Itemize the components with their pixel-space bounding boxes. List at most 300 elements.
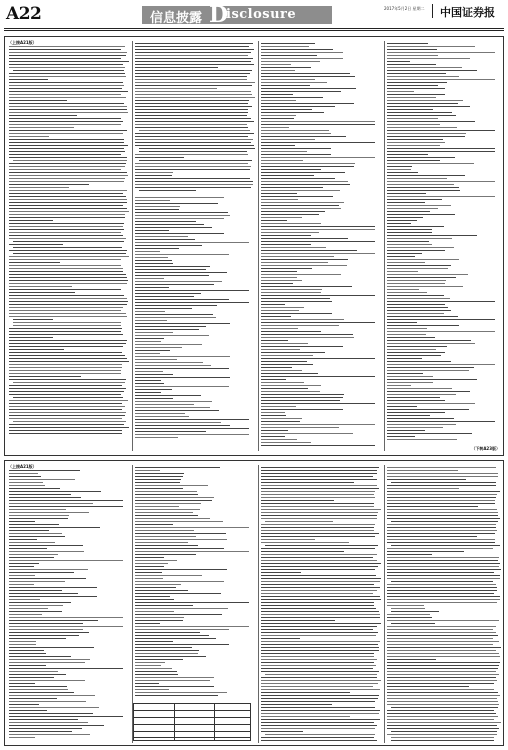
- text-line: [135, 106, 252, 107]
- text-line: [261, 698, 378, 699]
- text-line: [261, 229, 375, 230]
- text-line: [9, 551, 84, 552]
- text-line: [261, 64, 291, 65]
- text-line: [9, 316, 127, 317]
- text-line: [387, 473, 498, 474]
- text-line: [9, 112, 128, 113]
- text-line: [135, 67, 218, 68]
- text-line: [261, 52, 343, 53]
- text-line: [135, 109, 248, 110]
- text-line: [135, 386, 229, 387]
- text-line: [261, 530, 374, 531]
- text-line: [9, 295, 124, 296]
- text-line: [9, 614, 42, 615]
- text-line: [261, 106, 335, 107]
- text-line: [139, 160, 252, 161]
- text-line: [387, 310, 451, 311]
- text-line: [135, 650, 199, 651]
- text-line: [387, 286, 463, 287]
- text-line: [261, 400, 340, 401]
- text-line: [387, 503, 495, 504]
- text-line: [135, 593, 221, 594]
- text-line: [387, 172, 418, 173]
- text-line: [9, 629, 83, 630]
- text-line: [261, 662, 374, 663]
- text-line: [9, 731, 72, 732]
- text-line: [9, 286, 72, 287]
- text-line: [261, 124, 375, 125]
- text-line: [387, 632, 496, 633]
- text-line: [261, 623, 381, 624]
- text-line: [261, 355, 313, 356]
- text-line: [135, 94, 252, 95]
- text-line: [135, 623, 160, 624]
- text-line: [261, 647, 379, 648]
- text-line: [387, 97, 436, 98]
- text-column: [135, 467, 255, 699]
- text-line: [9, 617, 123, 618]
- text-line: [261, 376, 375, 377]
- text-line: [391, 545, 500, 546]
- text-line: [391, 623, 435, 624]
- text-line: [135, 422, 221, 423]
- text-line: [9, 665, 46, 666]
- text-line: [387, 223, 411, 224]
- text-line: [135, 644, 229, 645]
- text-line: [261, 91, 341, 92]
- text-line: [387, 575, 500, 576]
- text-line: [13, 253, 126, 254]
- text-line: [9, 67, 125, 68]
- text-line: [261, 157, 375, 158]
- text-line: [261, 352, 325, 353]
- text-line: [9, 671, 58, 672]
- text-line: [387, 184, 454, 185]
- text-line: [261, 385, 321, 386]
- text-line: [261, 271, 297, 272]
- text-line: [261, 566, 378, 567]
- text-line: [387, 352, 445, 353]
- text-line: [9, 328, 122, 329]
- text-line: [135, 242, 249, 243]
- text-line: [135, 154, 248, 155]
- text-line: [391, 740, 494, 741]
- text-line: [391, 611, 439, 612]
- text-line: [9, 638, 66, 639]
- text-line: [9, 76, 126, 77]
- text-line: [387, 256, 415, 257]
- text-line: [387, 430, 425, 431]
- text-line: [9, 103, 124, 104]
- text-line: [135, 127, 248, 128]
- text-line: [387, 713, 496, 714]
- text-line: [261, 403, 375, 404]
- text-line: [261, 740, 377, 741]
- text-line: [261, 641, 380, 642]
- text-line: [261, 412, 285, 413]
- text-line: [261, 467, 379, 468]
- text-line: [261, 193, 297, 194]
- text-line: [135, 73, 250, 74]
- text-line: [261, 533, 379, 534]
- text-line: [261, 548, 375, 549]
- text-line: [135, 551, 249, 552]
- text-line: [9, 725, 104, 726]
- text-line: [387, 283, 445, 284]
- text-line: [261, 542, 349, 543]
- text-line: [9, 331, 121, 332]
- text-line: [387, 154, 428, 155]
- text-line: [9, 355, 125, 356]
- text-line: [135, 58, 253, 59]
- text-line: [387, 292, 427, 293]
- text-line: [135, 52, 251, 53]
- text-line: [261, 653, 374, 654]
- text-line: [261, 241, 375, 242]
- text-line: [387, 166, 412, 167]
- text-line: [9, 512, 89, 513]
- text-line: [135, 617, 184, 618]
- text-line: [9, 205, 123, 206]
- text-line: [387, 175, 465, 176]
- text-line: [135, 64, 254, 65]
- text-line: [9, 734, 90, 735]
- text-line: [9, 430, 122, 431]
- text-line: [261, 220, 287, 221]
- text-column: [135, 43, 255, 193]
- text-line: [9, 175, 128, 176]
- text-line: [261, 737, 374, 738]
- text-line: [387, 76, 459, 77]
- text-line: [261, 256, 334, 257]
- text-column: [9, 470, 129, 742]
- text-line: [9, 358, 127, 359]
- text-line: [391, 737, 494, 738]
- text-line: [135, 569, 227, 570]
- text-line: [135, 425, 230, 426]
- text-line: [387, 145, 440, 146]
- text-line: [261, 250, 357, 251]
- text-line: [387, 115, 456, 116]
- text-line: [9, 304, 127, 305]
- text-line: [261, 488, 379, 489]
- text-line: [387, 644, 493, 645]
- text-line: [261, 94, 293, 95]
- text-line: [9, 575, 35, 576]
- text-line: [9, 611, 62, 612]
- text-line: [261, 202, 344, 203]
- text-line: [265, 734, 375, 735]
- text-line: [9, 139, 124, 140]
- text-line: [135, 566, 164, 567]
- text-line: [135, 61, 251, 62]
- text-line: [261, 61, 320, 62]
- text-line: [387, 187, 459, 188]
- text-column: [9, 46, 129, 436]
- text-line: [261, 178, 335, 179]
- text-line: [387, 424, 456, 425]
- text-line: [13, 160, 127, 161]
- text-line: [387, 142, 445, 143]
- text-line: [261, 587, 380, 588]
- text-line: [135, 596, 170, 597]
- text-line: [261, 148, 331, 149]
- text-line: [9, 148, 124, 149]
- text-line: [261, 97, 323, 98]
- text-line: [9, 349, 64, 350]
- text-line: [261, 593, 373, 594]
- text-line: [9, 58, 121, 59]
- text-line: [387, 692, 498, 693]
- text-line: [261, 343, 308, 344]
- text-line: [387, 73, 446, 74]
- text-line: [261, 599, 381, 600]
- text-line: [13, 322, 121, 323]
- text-line: [9, 106, 127, 107]
- text-line: [135, 377, 230, 378]
- text-line: [9, 578, 86, 579]
- text-line: [135, 230, 169, 231]
- text-line: [9, 403, 122, 404]
- text-line: [135, 112, 248, 113]
- text-line: [387, 379, 477, 380]
- text-line: [135, 404, 194, 405]
- text-line: [387, 229, 432, 230]
- text-line: [135, 518, 210, 519]
- text-line: [9, 674, 66, 675]
- text-line: [261, 482, 354, 483]
- text-line: [387, 674, 499, 675]
- text-line: [135, 218, 224, 219]
- text-line: [387, 328, 427, 329]
- text-line: [387, 677, 496, 678]
- text-line: [135, 524, 173, 525]
- text-line: [135, 581, 224, 582]
- text-line: [261, 424, 375, 425]
- text-line: [261, 217, 302, 218]
- text-line: [135, 677, 214, 678]
- text-line: [135, 629, 229, 630]
- text-line: [135, 419, 249, 420]
- text-line: [387, 620, 499, 621]
- text-line: [261, 49, 333, 50]
- text-line: [387, 109, 433, 110]
- text-line: [135, 272, 227, 273]
- text-line: [9, 662, 85, 663]
- text-line: [261, 118, 294, 119]
- text-line: [261, 719, 380, 720]
- text-line: [261, 322, 375, 323]
- text-line: [135, 476, 183, 477]
- text-line: [135, 416, 189, 417]
- text-line: [9, 283, 127, 284]
- text-line: [135, 653, 198, 654]
- text-line: [135, 347, 182, 348]
- text-line: [9, 539, 37, 540]
- text-line: [9, 581, 65, 582]
- text-line: [261, 710, 380, 711]
- column-divider: [258, 41, 259, 451]
- text-line: [387, 578, 500, 579]
- text-line: [9, 262, 60, 263]
- text-line: [387, 274, 468, 275]
- text-line: [261, 554, 377, 555]
- text-line: [387, 349, 436, 350]
- text-column: [261, 43, 381, 448]
- text-line: [261, 686, 373, 687]
- text-line: [387, 418, 454, 419]
- text-line: [135, 356, 230, 357]
- text-line: [135, 431, 206, 432]
- text-line: [387, 719, 494, 720]
- text-line: [135, 46, 249, 47]
- text-line: [387, 491, 500, 492]
- text-line: [9, 533, 62, 534]
- text-line: [9, 364, 122, 365]
- text-line: [9, 385, 122, 386]
- text-line: [9, 713, 93, 714]
- text-line: [387, 439, 457, 440]
- text-line: [135, 281, 222, 282]
- text-line: [387, 427, 443, 428]
- text-line: [387, 61, 410, 62]
- text-line: [9, 641, 36, 642]
- text-line: [387, 247, 454, 248]
- text-line: [135, 209, 179, 210]
- text-line: [261, 596, 380, 597]
- text-line: [9, 485, 45, 486]
- text-line: [261, 433, 353, 434]
- text-line: [387, 289, 419, 290]
- text-line: [387, 52, 495, 53]
- text-line: [9, 115, 77, 116]
- text-line: [261, 563, 381, 564]
- text-line: [261, 205, 339, 206]
- text-line: [261, 268, 312, 269]
- text-line: [387, 488, 459, 489]
- text-line: [9, 280, 128, 281]
- text-line: [9, 208, 127, 209]
- text-line: [9, 154, 121, 155]
- text-line: [387, 518, 500, 519]
- text-line: [9, 181, 124, 182]
- text-line: [135, 43, 253, 44]
- text-line: [9, 644, 36, 645]
- text-line: [261, 680, 381, 681]
- text-line: [387, 244, 432, 245]
- text-line: [135, 97, 255, 98]
- page-header: [0, 0, 508, 30]
- text-line: [261, 569, 375, 570]
- text-line: [387, 205, 451, 206]
- text-line: [261, 184, 350, 185]
- issue-date: 2017年5月2日 星期二: [384, 6, 425, 11]
- text-line: [387, 226, 444, 227]
- text-line: [135, 470, 160, 471]
- text-line: [9, 415, 125, 416]
- text-line: [135, 115, 247, 116]
- text-line: [387, 599, 500, 600]
- text-line: [13, 421, 126, 422]
- text-line: [9, 46, 125, 47]
- text-line: [9, 49, 121, 50]
- text-line: [135, 647, 192, 648]
- text-line: [261, 301, 332, 302]
- text-line: [135, 221, 196, 222]
- text-line: [261, 247, 326, 248]
- column-divider: [132, 465, 133, 743]
- text-line: [9, 109, 127, 110]
- text-line: [9, 707, 99, 708]
- text-line: [9, 728, 82, 729]
- text-line: [135, 251, 160, 252]
- text-line: [261, 494, 374, 495]
- text-line: [387, 169, 411, 170]
- text-line: [135, 527, 249, 528]
- text-line: [261, 665, 376, 666]
- continued-from-label: （上接A21版）: [8, 40, 37, 45]
- text-line: [387, 403, 475, 404]
- text-line: [9, 584, 34, 585]
- text-line: [9, 500, 123, 501]
- text-line: [135, 353, 160, 354]
- text-column: [387, 43, 501, 443]
- text-line: [135, 275, 209, 276]
- text-line: [135, 503, 201, 504]
- text-line: [9, 530, 49, 531]
- text-line: [135, 491, 197, 492]
- text-line: [13, 241, 124, 242]
- text-line: [387, 250, 445, 251]
- text-line: [261, 136, 346, 137]
- text-line: [387, 160, 440, 161]
- text-line: [387, 235, 477, 236]
- text-line: [387, 629, 493, 630]
- text-line: [135, 542, 188, 543]
- text-line: [9, 73, 125, 74]
- text-line: [387, 127, 457, 128]
- text-line: [135, 587, 176, 588]
- text-line: [135, 413, 185, 414]
- text-line: [261, 286, 352, 287]
- text-line: [387, 64, 436, 65]
- text-line: [261, 442, 311, 443]
- text-line: [387, 130, 495, 131]
- text-line: [261, 130, 329, 131]
- text-line: [261, 100, 296, 101]
- text-line: [261, 346, 343, 347]
- text-line: [135, 602, 249, 603]
- text-line: [261, 112, 324, 113]
- text-line: [9, 376, 81, 377]
- text-line: [261, 524, 375, 525]
- text-line: [135, 215, 230, 216]
- text-line: [261, 557, 373, 558]
- text-line: [9, 400, 128, 401]
- text-line: [135, 287, 169, 288]
- text-line: [261, 518, 377, 519]
- text-line: [261, 650, 379, 651]
- text-line: [387, 217, 423, 218]
- text-line: [135, 659, 183, 660]
- text-line: [135, 437, 178, 438]
- text-line: [387, 734, 497, 735]
- text-column: [135, 197, 255, 442]
- text-line: [135, 181, 253, 182]
- text-line: [9, 277, 127, 278]
- text-line: [387, 385, 411, 386]
- text-line: [135, 79, 247, 80]
